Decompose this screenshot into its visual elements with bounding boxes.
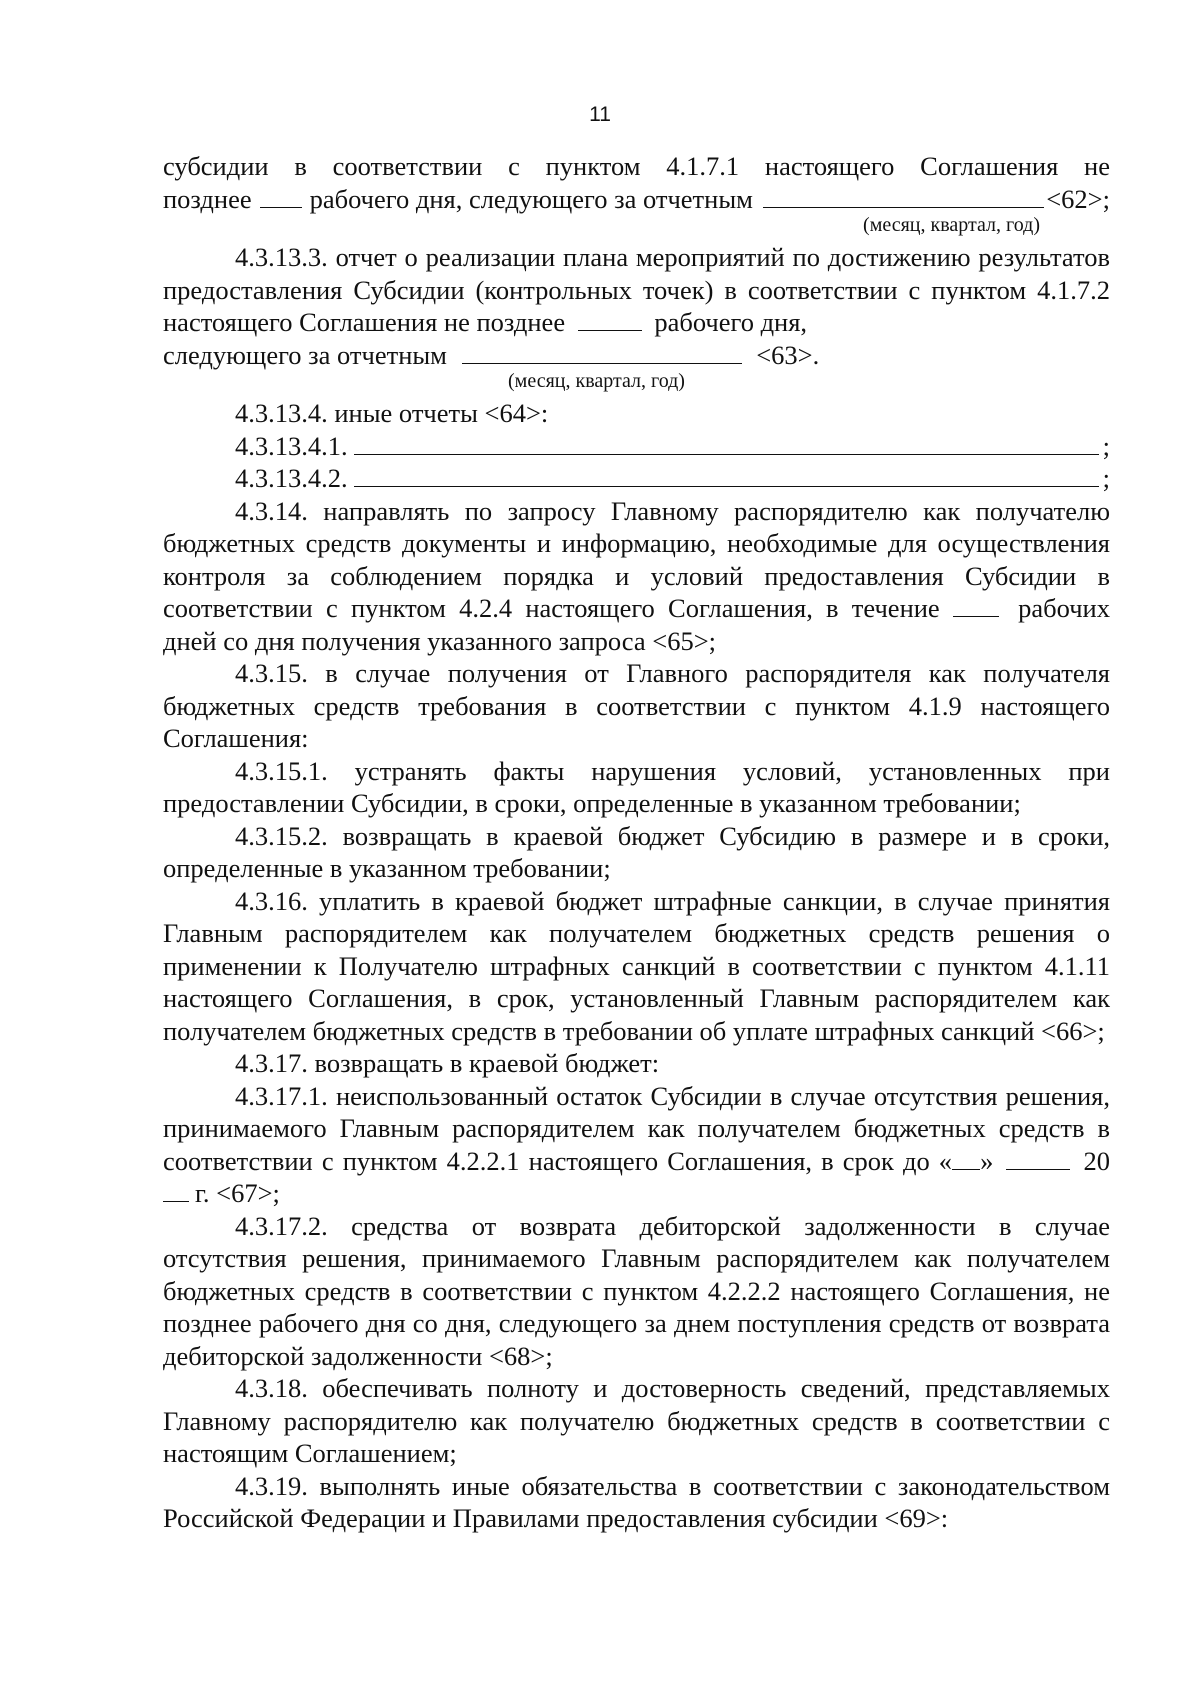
paragraph-4-3-17-1 (163, 1080, 1110, 1210)
paragraph-continuation: субсидии в соответствии с пунктом 4.1.7.1 настоящего Соглашения не (163, 151, 1110, 181)
blank-line (260, 185, 302, 208)
blank-line (354, 430, 1099, 455)
text-fragment: 20 (1083, 1145, 1111, 1176)
paragraph-4-3-15-1: 4.3.15.1. устранять факты нарушения условий, установленных при предоставлении Субсидии, в сроки, определенные в указанном требовании; (163, 755, 1110, 818)
text-fragment: 4.3.14. направлять по запросу Главному распорядителю как получателю бюджетных средств документы и информацию, необходимые для осуществления контроля за соблюдением порядка и условий предоставления Субсидии в соответствии с пунктом 4.2.4 настоящего Соглашения, в течение (163, 495, 1110, 623)
text-fragment: ; (1102, 430, 1110, 461)
paragraph-4-3-16: 4.3.16. уплатить в краевой бюджет штрафные санкции, в случае принятия Главным распорядителем как получателем бюджетных средств решения о применении к Получателю штрафных санкций в соответствии с пунктом 4.1.11 настоящего Соглашения, в срок, установленный Главным распорядителем как получателем бюджетных средств в требовании об уплате штрафных санкций <66>; (163, 885, 1110, 1046)
text-fragment: 4.3.13.3. отчет о реализации плана мероприятий по достижению результатов предоставления Субсидии (контрольных точек) в соответствии с пунктом 4.1.7.2 настоящего Соглашения не позднее (163, 242, 1110, 337)
paragraph-4-3-15: 4.3.15. в случае получения от Главного распорядителя как получателя бюджетных средств требования в соответствии с пунктом 4.1.9 настоящего Соглашения: (163, 658, 1110, 753)
text-fragment: » (980, 1145, 994, 1176)
blank-line (578, 308, 642, 331)
paragraph-continuation-line2 (163, 183, 1110, 216)
paragraph-4-3-17: 4.3.17. возвращать в краевой бюджет: (235, 1048, 660, 1078)
blank-line (462, 341, 742, 364)
paragraph-4-3-18: 4.3.18. обеспечивать полноту и достоверность сведений, представляемых Главному распорядителю как получателю бюджетных средств в соответствии с настоящим Соглашением; (163, 1373, 1110, 1468)
caption-period: (месяц, квартал, год) (863, 214, 1040, 236)
paragraph-4-3-13-4-2 (163, 462, 1110, 495)
text-fragment: следующего за отчетным (163, 339, 447, 370)
text-fragment: ; (1102, 463, 1110, 493)
blank-line (952, 1147, 980, 1170)
blank-line (354, 462, 1099, 487)
text-fragment: позднее (163, 183, 252, 214)
page-number: 11 (589, 103, 611, 126)
text-fragment: <62>; (1046, 183, 1110, 214)
blank-line (1006, 1147, 1070, 1170)
blank-line (163, 1179, 189, 1202)
text-fragment: рабочего дня, (654, 307, 808, 337)
text-fragment: 4.3.17.1. неиспользованный остаток Субсидии в случае отсутствия решения, принимаемого Главным распорядителем как получателем бюджетных средств в соответствии с пунктом 4.2.2.1 настоящего Соглашения, в срок до « (163, 1080, 1110, 1176)
blank-line (763, 185, 1044, 208)
paragraph-4-3-13-4: 4.3.13.4. иные отчеты <64>: (235, 398, 549, 428)
paragraph-4-3-13-3-end (163, 339, 1110, 372)
paragraph-4-3-15-2: 4.3.15.2. возвращать в краевой бюджет Субсидию в размере и в сроки, определенные в указанном требовании; (163, 820, 1110, 883)
paragraph-4-3-13-4-1 (163, 430, 1110, 463)
text-fragment: 4.3.13.4.1. (235, 430, 348, 461)
paragraph-4-3-13-3 (163, 241, 1110, 339)
paragraph-4-3-14 (163, 495, 1110, 658)
text-fragment: 4.3.13.4.2. (235, 463, 348, 493)
text-fragment: рабочих дней со дня получения указанного запроса <65>; (163, 593, 1110, 656)
paragraph-4-3-19: 4.3.19. выполнять иные обязательства в соответствии с законодательством Российской Федерации и Правилами предоставления субсидии <69>: (163, 1470, 1110, 1533)
blank-line (953, 594, 999, 617)
document-body (163, 150, 1110, 1535)
text-fragment: <63>. (756, 339, 820, 370)
paragraph-4-3-17-2: 4.3.17.2. средства от возврата дебиторской задолженности в случае отсутствия решения, принимаемого Главным распорядителем как получателем бюджетных средств в соответствии с пунктом 4.2.2.2 настоящего Соглашения, не позднее рабочего дня со дня, следующего за днем поступления средств от возврата дебиторской задолженности <68>; (163, 1210, 1110, 1371)
text-fragment: г. <67>; (195, 1178, 280, 1208)
caption-period: (месяц, квартал, год) (508, 370, 685, 392)
text-fragment: рабочего дня, следующего за отчетным (309, 183, 753, 214)
